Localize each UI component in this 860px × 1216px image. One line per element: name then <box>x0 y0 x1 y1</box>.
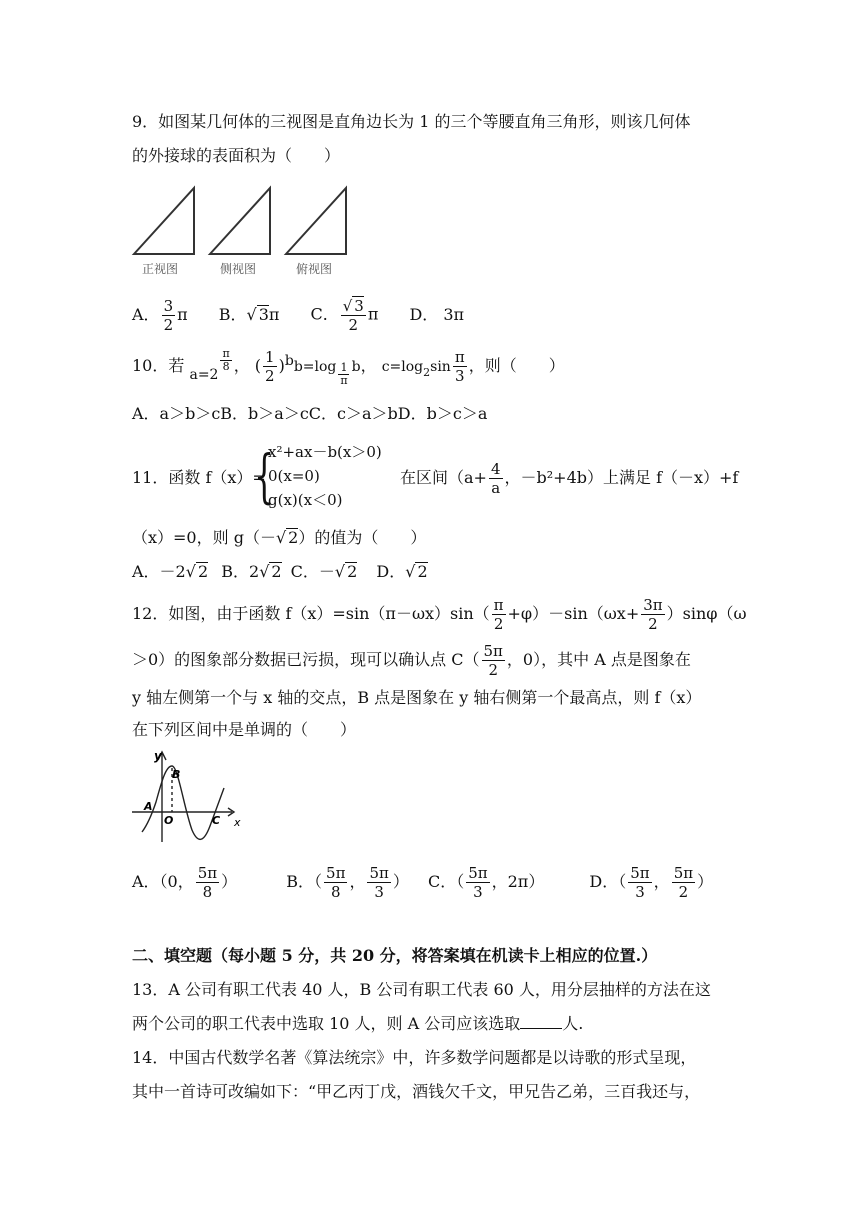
graph-label-o: O <box>164 814 174 827</box>
q9-options <box>132 296 490 334</box>
q11-line2: （x）=0，则 g（－√ 2）的值为（ ） <box>132 528 427 547</box>
q9-line1: 9．如图某几何体的三视图是直角边长为 1 的三个等腰直角三角形，则该几何体 <box>132 112 691 131</box>
graph-label-c: C <box>212 814 221 827</box>
graph-label-b: B <box>172 768 181 781</box>
q12-option-c: C．（ $\frac{5\pi}{3}$ ，2π） <box>427 864 545 901</box>
three-views-figure <box>128 180 358 280</box>
q12-option-a: A．（0， $\frac{5\pi}{8}$ ） <box>132 864 238 901</box>
q11-case2: 0(x=0) <box>268 467 320 485</box>
graph-label-y: y <box>154 749 162 763</box>
q11-case3: g(x)(x＜0) <box>268 491 343 509</box>
q12-line2: ＞0）的图象部分数据已污损，现可以确认点 C（ $\frac{5\pi}{2}$ ，0），其中 A 点是图象在 <box>132 642 691 679</box>
front-view-label: 正视图 <box>142 262 179 276</box>
q14-line2: 其中一首诗可改编如下：“甲乙丙丁戊，酒钱欠千文，甲兄告乙弟，三百我还与， <box>132 1082 701 1101</box>
q10-stem: 10．若 a=2 $\frac{\pi}{8}$ ， ( $\frac{1}{2}$ )bb=log $\frac{1}{\pi}$ b， $c=\log_2\sin$ $\frac{\pi}{3}$ ，则（ ） <box>132 347 565 387</box>
q10-options: A．a＞b＞cB．b＞a＞cC．c＞a＞bD．b＞c＞a <box>132 404 488 423</box>
q13-line1: 13．A 公司有职工代表 40 人，B 公司有职工代表 60 人，用分层抽样的方法在这 <box>132 980 711 999</box>
sine-curve <box>142 766 224 839</box>
q11-interval: 在区间（a+ $\frac{4}{a}$ ，－b²+4b）上满足 f（－x）+f <box>400 460 739 497</box>
section2-heading: 二、填空题（每小题 5 分，共 20 分，将答案填在机读卡上相应的位置.） <box>132 946 658 965</box>
side-view-label: 侧视图 <box>220 262 257 276</box>
q13-line2: 两个公司的职工代表中选取 10 人，则 A 公司应该选取 人. <box>132 1014 584 1033</box>
q12-option-b: B．（ $\frac{5\pi}{8}$ ， $\frac{5\pi}{3}$ ） <box>286 864 409 901</box>
q9-option-d: D． 3π <box>409 304 465 324</box>
q12-line3: y 轴左侧第一个与 x 轴的交点，B 点是图象在 y 轴右侧第一个最高点，则 f（x） <box>132 688 702 707</box>
q9-option-a: A． $\frac{3}{2}$ π <box>132 296 188 334</box>
q11-option-d: D．√ 2 <box>376 562 428 581</box>
q11-prefix: 11．函数 f（x）= <box>132 468 266 487</box>
side-view-triangle <box>210 188 270 254</box>
q9-option-b: B．√ 3π <box>218 304 280 324</box>
top-view-triangle <box>286 188 346 254</box>
graph-label-x: x <box>234 816 241 829</box>
q12-line4: 在下列区间中是单调的（ ） <box>132 720 357 739</box>
sine-graph-figure <box>128 748 244 844</box>
q11-option-c: C．－√ 2 <box>290 562 358 581</box>
q12-option-d: D．（ $\frac{5\pi}{3}$ ， $\frac{5\pi}{2}$ ） <box>589 864 714 901</box>
q9-option-c: C． $\frac{√ 3}{2}$ π <box>310 297 379 334</box>
q11-option-a: A．－2√ 2 <box>132 562 209 581</box>
front-view-triangle <box>134 188 194 254</box>
q13-answer-blank <box>520 1014 562 1029</box>
q11-case1: x²+ax－b(x＞0) <box>268 443 382 461</box>
q11-piecewise <box>268 440 382 512</box>
q11-options <box>132 560 454 584</box>
q11-brace: { <box>254 442 275 510</box>
q12-line1: 12．如图，由于函数 f（x）=sin（π－ωx）sin（ $\frac{\pi}{2}$ +φ）－sin（ωx+ $\frac{3\pi}{2}$ ）sinφ（ω <box>132 596 747 633</box>
q14-line1: 14．中国古代数学名著《算法统宗》中，许多数学问题都是以诗歌的形式呈现， <box>132 1048 697 1067</box>
q9-line2: 的外接球的表面积为（ ） <box>132 146 341 165</box>
graph-label-a: A <box>144 800 153 813</box>
top-view-label: 俯视图 <box>296 262 333 276</box>
q11-option-b: B．2√ 2 <box>221 562 282 581</box>
q12-options <box>132 862 739 902</box>
